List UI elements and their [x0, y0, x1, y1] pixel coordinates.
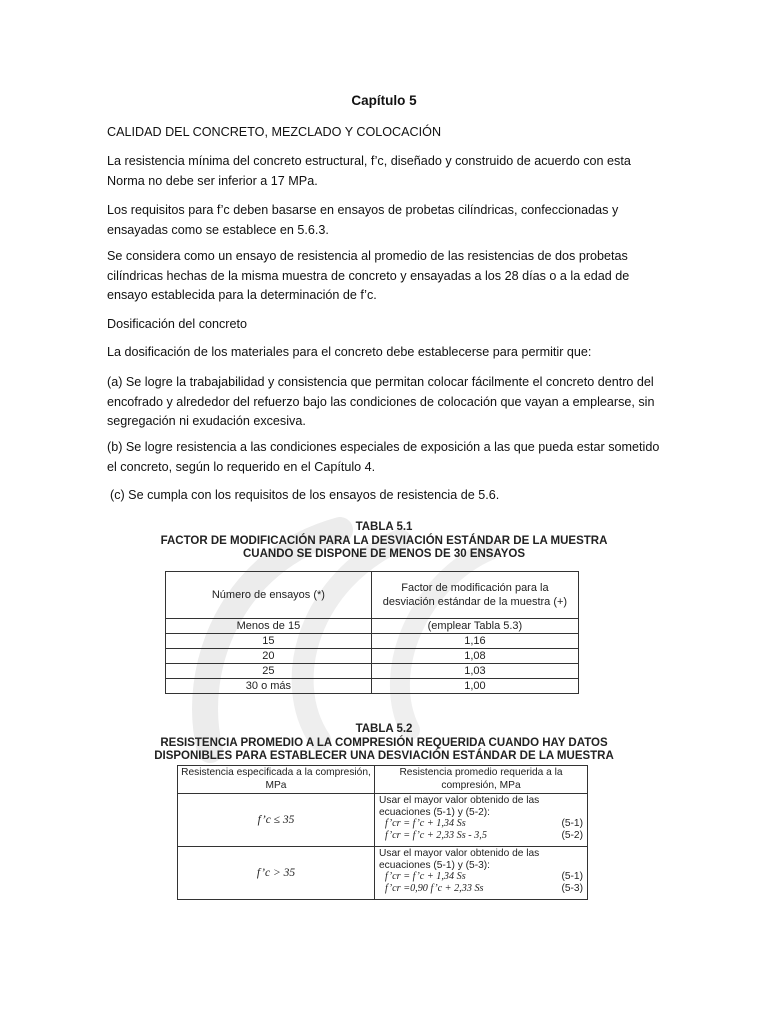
- table-row: [166, 664, 579, 679]
- table-row: [166, 634, 579, 649]
- table1-caption: [0, 521, 768, 562]
- table2-cell-condition: f’c > 35: [178, 847, 375, 900]
- equation-ref: (5-3): [561, 882, 583, 894]
- paragraph-min-strength: La resistencia mínima del concreto estructural, f’c, diseñado y construido de acuerdo con esta Norma no debe ser inferior a 17 MPa.: [107, 154, 631, 188]
- equation-row: [379, 830, 583, 842]
- table2-title-line1: RESISTENCIA PROMEDIO A LA COMPRESIÓN REQUERIDA CUANDO HAY DATOS: [160, 736, 608, 749]
- table1-cell-tests: 30 o más: [166, 679, 372, 694]
- table1-header-tests: Número de ensayos (*): [166, 572, 372, 619]
- table-row: [178, 794, 588, 847]
- equation-ref: (5-1): [561, 871, 583, 882]
- table1-cell-factor: (emplear Tabla 5.3): [371, 619, 578, 634]
- paragraph-test-definition: Se considera como un ensayo de resistencia al promedio de las resistencias de dos probetas cilíndricas hechas de la misma muestra de concreto y ensayadas a los 28 días o a la edad de ensayo establecida para la determinación de f’c.: [107, 249, 630, 302]
- table-row: [166, 679, 579, 694]
- equation-row: [379, 871, 583, 883]
- table2: [177, 765, 588, 900]
- table-row: [166, 619, 579, 634]
- table1-title-line1: FACTOR DE MODIFICACIÓN PARA LA DESVIACIÓN ESTÁNDAR DE LA MUESTRA: [160, 534, 608, 547]
- equation-row: [379, 818, 583, 830]
- table1-cell-factor: 1,08: [371, 649, 578, 664]
- table1-cell-factor: 1,00: [371, 679, 578, 694]
- paragraph-requirements: Los requisitos para f’c deben basarse en ensayos de probetas cilíndricas, confeccionadas y ensayadas como se establece en 5.6.3.: [107, 203, 619, 237]
- table1-cell-factor: 1,03: [371, 664, 578, 679]
- table2-cell-equations: [375, 794, 588, 847]
- table1-cell-tests: 20: [166, 649, 372, 664]
- table2-number: TABLA 5.2: [355, 723, 413, 735]
- paragraph-item-b: (b) Se logre resistencia a las condiciones especiales de exposición a las que pueda estar sometido el concreto, según lo requerido en el Capítulo 4.: [107, 440, 660, 474]
- equation: f’cr = f’c + 2,33 Ss - 3,5: [385, 829, 487, 841]
- table-row: [178, 847, 588, 900]
- table2-cell-equations: [375, 847, 588, 900]
- equation: f’cr =0,90 f’c + 2,33 Ss: [385, 882, 484, 894]
- table1-number: TABLA 5.1: [355, 521, 413, 533]
- chapter-title: Capítulo 5: [351, 93, 417, 108]
- table1-title-line2: CUANDO SE DISPONE DE MENOS DE 30 ENSAYOS: [242, 548, 526, 560]
- table2-equations-intro: Usar el mayor valor obtenido de las ecuaciones (5-1) y (5-3):: [379, 848, 540, 871]
- table-row: [166, 649, 579, 664]
- paragraph-item-c: (c) Se cumpla con los requisitos de los ensayos de resistencia de 5.6.: [110, 488, 500, 502]
- table1-cell-tests: Menos de 15: [166, 619, 372, 634]
- equation-ref: (5-2): [561, 829, 583, 841]
- table2-header-specified: Resistencia especificada a la compresión, MPa: [178, 766, 375, 794]
- paragraph-dosification-intro: La dosificación de los materiales para el concreto debe establecerse para permitir que:: [107, 345, 592, 359]
- paragraph-item-a: (a) Se logre la trabajabilidad y consistencia que permitan colocar fácilmente el concreto dentro del encofrado y alrededor del refuerzo bajo las condiciones de colocación que vayan a emplearse, sin segregación ni exudación excesiva.: [107, 375, 655, 428]
- table1-cell-factor: 1,16: [371, 634, 578, 649]
- equation: f’cr = f’c + 1,34 Ss: [385, 818, 466, 829]
- table2-title-line2: DISPONIBLES PARA ESTABLECER UNA DESVIACIÓN ESTÁNDAR DE LA MUESTRA: [154, 750, 614, 762]
- table2-caption: [0, 723, 768, 764]
- subheading-dosification: Dosificación del concreto: [107, 317, 248, 331]
- table1-cell-tests: 25: [166, 664, 372, 679]
- table2-header-required: Resistencia promedio requerida a la compresión, MPa: [375, 766, 588, 794]
- equation: f’cr = f’c + 1,34 Ss: [385, 871, 466, 882]
- equation-row: [379, 883, 583, 895]
- table1-cell-tests: 15: [166, 634, 372, 649]
- table2-cell-condition: f’c ≤ 35: [178, 794, 375, 847]
- table1: [165, 571, 579, 694]
- table1-header-factor: Factor de modificación para la desviación estándar de la muestra (+): [371, 572, 578, 619]
- equation-ref: (5-1): [561, 818, 583, 829]
- section-heading: CALIDAD DEL CONCRETO, MEZCLADO Y COLOCACIÓN: [107, 125, 442, 139]
- table2-equations-intro: Usar el mayor valor obtenido de las ecuaciones (5-1) y (5-2):: [379, 795, 540, 818]
